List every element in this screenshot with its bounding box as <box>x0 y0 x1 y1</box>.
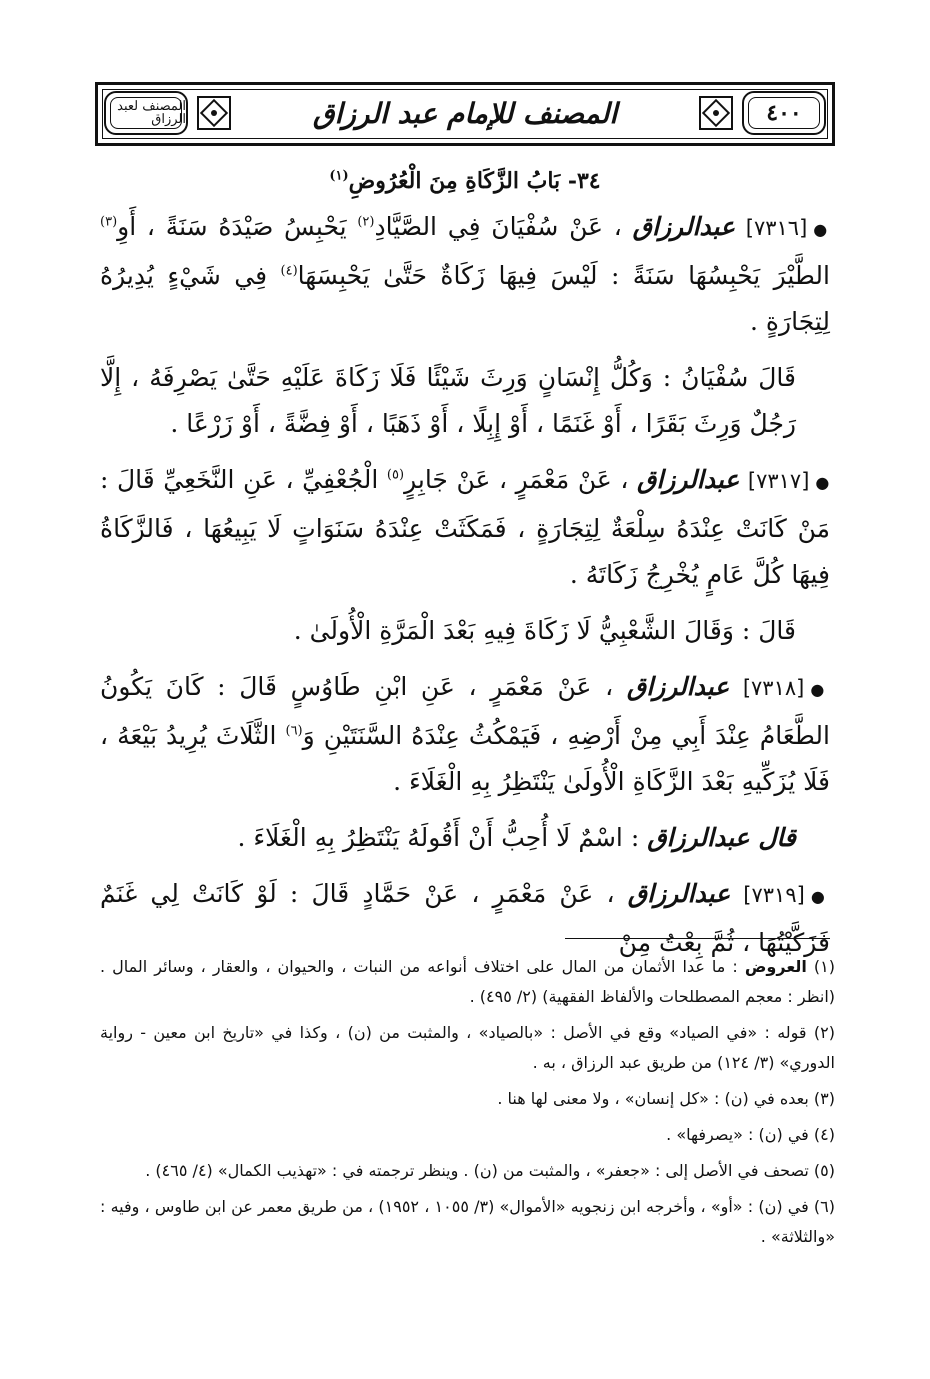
hadith-7317 <box>100 457 830 598</box>
footnote-ref: (٢) <box>357 214 375 230</box>
hadith-text: الطَّيْرَ يَحْبِسُهَا سَنَةً : لَيْسَ فِيهَا زَكَاةٌ حَتَّىٰ يَحْبِسَهَا <box>297 261 830 290</box>
chapter-title: ٣٤- بَابُ الزَّكَاةِ مِنَ الْعُرُوضِ <box>348 168 601 194</box>
footnote-text: بعده في (ن) : «كل إنسان» ، ولا معنى لها هنا . <box>497 1089 809 1108</box>
narrator: عبدالرزاق <box>627 879 731 908</box>
footnote-number: (٣) <box>813 1089 835 1108</box>
footnote-number: (٥) <box>813 1161 835 1180</box>
shabi-paragraph: قَالَ : وَقَالَ الشَّعْبِيُّ لَا زَكَاةَ فِيهِ بَعْدَ الْمَرَّةِ الْأُولَىٰ . <box>293 616 796 645</box>
hadith-text: الثَّلَاثَ يُرِيدُ بَيْعَهُ ، فَلَا يُزَكِّيهِ بَعْدَ الزَّكَاةِ الْأُولَىٰ يَنْتَظِرُ بِهِ الْغَلَاءَ . <box>100 721 830 796</box>
narrator: قال عبدالرزاق <box>647 823 796 852</box>
sufyan-paragraph: قَالَ سُفْيَانُ : وَكُلُّ إِنْسَانٍ وَرِثَ شَيْئًا فَلَا زَكَاةَ عَلَيْهِ حَتَّىٰ يَصْرِفَهُ ، إِلَّا رَجُلٌ وَرِثَ بَقَرًا ، أَوْ غَنَمًا ، أَوْ إِبِلًا ، أَوْ ذَهَبًا ، أَوْ فِضَّةً ، أَوْ زَرْعًا . <box>100 363 796 438</box>
page-number-cartouche <box>742 91 826 135</box>
main-text <box>100 162 830 976</box>
bullet-icon: ● <box>815 473 830 492</box>
footnote-ref: (٤) <box>280 263 298 279</box>
footnote-text: في (ن) : «أو» ، وأخرجه ابن زنجويه «الأموال» (٣/ ١٠٥٥ ، ١٩٥٢) ، من طريق معمر عن ابن طاوس ، وفيه : «والثلاثة» . <box>100 1197 835 1246</box>
book-seal <box>104 91 188 135</box>
footnote-text: : ما عدا الأثمان من المال على اختلاف أنواعه من النبات ، والحيوان ، والعقار ، وسائر المال . (انظر : معجم المصطلحات والألفاظ الفقهية) (٢/ ٤٩٥) . <box>100 957 835 1006</box>
hadith-7318 <box>100 664 830 805</box>
hadith-text: يَحْبِسُ صَيْدَهُ سَنَةً ، أَوِ <box>117 212 347 241</box>
narrator: عبدالرزاق <box>636 465 740 494</box>
hadith-text: الْجُعْفِيِّ ، عَنِ النَّخَعِيِّ قَالَ : مَنْ كَانَتْ عِنْدَهُ سِلْعَةٌ لِتِجَارَةٍ ، فَمَكَثَتْ عِنْدَهُ سَنَوَاتٍ لَا يَبِيعُهَا ، فَالزَّكَاةُ فِيهَا كُلَّ عَامٍ يُخْرِجُ زَكَاتَهُ . <box>100 465 830 589</box>
footnote-divider <box>565 938 830 939</box>
bullet-icon: ● <box>810 887 831 906</box>
abdulrazzaq-comment <box>100 815 830 861</box>
hadith-number: [٧٣١٦] <box>745 216 808 240</box>
bullet-icon: ● <box>810 680 831 699</box>
footnote-4 <box>100 1120 835 1150</box>
footnote-number: (٤) <box>813 1125 835 1144</box>
running-title: المصنف للإمام عبد الرزاق <box>312 96 618 130</box>
narrator: عبدالرزاق <box>632 212 735 241</box>
page-number: ٤٠٠ <box>766 100 802 126</box>
hadith-text: ، عَنْ مَعْمَرٍ ، عَنْ حَمَّادٍ قَالَ : لَوْ كَانَتْ لِي غَنَمٌ فَزَكَّيْتُهَا ، ثُمَّ بِعْتُ مِنْ <box>100 879 830 957</box>
footnote-2 <box>100 1018 835 1078</box>
footnote-text: تصحف في الأصل إلى : «جعفر» ، والمثبت من (ن) . وينظر ترجمته في : «تهذيب الكمال» (٤/ ٤٦٥) . <box>145 1161 809 1180</box>
footnote-text: قوله : «في الصياد» وقع في الأصل : «بالصياد» ، والمثبت من (ن) ، وكذا في «تاريخ ابن معين - رواية الدوري» (٣/ ١٢٤) من طريق عبد الرزاق ، به . <box>100 1023 835 1072</box>
page-header <box>95 82 835 146</box>
footnote-ref: (٣) <box>100 214 118 230</box>
footnote-3 <box>100 1084 835 1114</box>
footnote-number: (١) <box>813 957 835 976</box>
chapter-heading <box>100 168 830 194</box>
narrator: عبدالرزاق <box>626 672 730 701</box>
ornament-knot-icon <box>696 93 736 133</box>
ornament-knot-icon <box>194 93 234 133</box>
comment-text: : اسْمٌ لَا أُحِبُّ أَنْ أَقُولَهُ يَنْتَظِرُ بِهِ الْغَلَاءَ . <box>237 823 640 852</box>
bullet-icon: ● <box>813 220 831 239</box>
footnote-1 <box>100 952 835 1012</box>
footnote-ref: (٥) <box>386 467 405 483</box>
hadith-number: [٧٣١٨] <box>742 676 805 700</box>
hadith-text: فِي شَيْءٍ يُدِيرُهُ لِتِجَارَةٍ . <box>100 261 830 336</box>
hadith-text: ، عَنْ مَعْمَرٍ ، عَنِ ابْنِ طَاوُسٍ قَالَ : كَانَ يَكُونُ الطَّعَامُ عِنْدَ أَبِي مِنْ أَرْضِهِ ، فَيَمْكُثُ عِنْدَهُ السَّنَتَيْنِ وَ <box>100 672 830 750</box>
hadith-text: ، عَنْ سُفْيَانَ فِي الصَّيَّادِ <box>374 212 622 241</box>
seal-text: المصنف لعبد الرزاق <box>117 99 186 127</box>
hadith-text: ، عَنْ مَعْمَرٍ ، عَنْ جَابِرٍ <box>404 465 629 494</box>
hadith-7316 <box>100 204 830 345</box>
hadith-number: [٧٣١٩] <box>743 883 805 907</box>
hadith-number: [٧٣١٧] <box>747 469 810 493</box>
footnote-ref: (٦) <box>285 723 303 739</box>
footnote-number: (٦) <box>813 1197 835 1216</box>
footnote-6 <box>100 1192 835 1252</box>
footnote-5 <box>100 1156 835 1186</box>
footnote-term: العروض <box>744 957 807 976</box>
footnote-ref: (١) <box>329 168 349 184</box>
footnote-text: في (ن) : «يصرفها» . <box>666 1125 809 1144</box>
footnotes <box>100 952 835 1258</box>
footnote-number: (٢) <box>813 1023 836 1042</box>
